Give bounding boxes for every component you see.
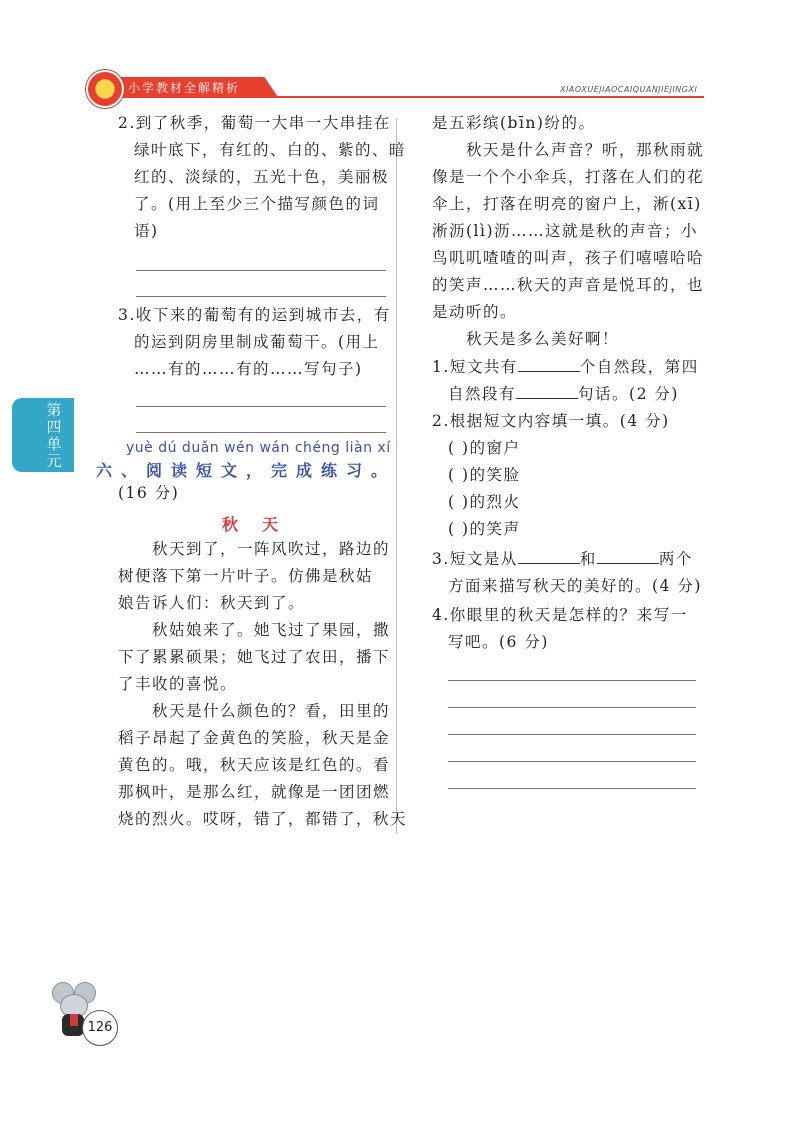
q1-text: 个自然段，第四 [579,358,699,376]
q4-line: 4.你眼里的秋天是怎样的？来写一 [432,606,688,624]
q2-item: ( )的笑脸 [448,466,521,484]
right-q2 [432,408,670,543]
q3-line: ……有的……有的……写句子) [134,360,363,378]
q2-item: ( )的窗户 [448,439,521,457]
q1-text: 自然段有 [448,385,517,403]
passage-line: 下了累累硕果；她飞过了农田，播下 [118,648,391,666]
answer-line[interactable] [448,707,696,708]
passage-line: 秋姑娘来了。她飞过了果园，撒 [152,621,391,639]
passage-line: 烧的烈火。哎呀，错了，都错了，秋天 [118,810,408,828]
page-number: 126 [82,1010,118,1046]
left-q3 [118,302,391,383]
right-q4 [432,602,688,656]
answer-line[interactable] [136,406,386,407]
answer-line[interactable] [448,734,696,735]
section-title: 六、阅读短文，完成练习。 [96,461,397,480]
section-score: (16 分) [118,484,180,502]
passage-line: 像是一个个小伞兵，打落在人们的花 [432,168,705,186]
passage-title: 秋天 [222,515,303,534]
answer-line[interactable] [136,296,386,297]
passage-line: 黄色的。哦，秋天应该是红色的。看 [118,756,391,774]
series-pinyin: XIAOXUEJIAOCAIQUANJIEJINGXI [560,85,698,94]
passage-line: 树便落下第一片叶子。仿佛是秋姑 [118,567,374,585]
unit-tab-label: 第四单元 [46,401,62,470]
q2-line: 语) [134,222,159,240]
passage-line: 秋天是多么美好啊！ [466,330,620,348]
unit-tab [12,398,74,472]
right-q3 [432,546,702,600]
answer-line[interactable] [448,761,696,762]
passage-line: 的笑声……秋天的声音是悦耳的，也 [432,276,705,294]
q3-text: 两个 [658,550,693,568]
series-title: 小学教材全解精析 [128,81,241,95]
answer-line[interactable] [448,680,696,681]
q3-line: 3.收下来的葡萄有的运到城市去，有 [118,306,391,324]
passage-left [118,536,407,833]
fill-blank[interactable] [597,547,659,564]
passage-line: 那枫叶，是那么红，就像是一团团燃 [118,783,391,801]
fill-blank[interactable] [518,355,580,372]
q2-line: 2.到了秋季，葡萄一大串一大串挂在 [118,114,391,132]
q3-text: 和 [579,550,597,568]
q2-line: 红的、淡绿的，五光十色，美丽极 [134,168,390,186]
q2-title: 2.根据短文内容填一填。(4 分) [432,412,670,430]
fill-blank[interactable] [516,382,578,399]
q2-item: ( )的烈火 [448,493,521,511]
passage-line: 稻子昂起了金黄色的笑脸，秋天是金 [118,729,391,747]
passage-line: 秋天是什么颜色的？看，田里的 [152,702,391,720]
passage-line: 了丰收的喜悦。 [118,675,238,693]
q4-line: 写吧。(6 分) [448,633,549,651]
answer-line[interactable] [448,788,696,789]
q3-text: 3.短文是从 [432,550,518,568]
answer-line[interactable] [136,270,386,271]
passage-line: 娘告诉人们：秋天到了。 [118,594,306,612]
q3-text: 方面来描写秋天的美好的。(4 分) [448,577,702,595]
q2-item: ( )的笑声 [448,520,521,538]
q1-text: 句话。(2 分) [578,385,679,403]
left-q2 [118,110,406,245]
passage-line: 伞上，打落在明亮的窗户上，淅(xī) [432,195,702,213]
passage-right [432,110,704,353]
fill-blank[interactable] [518,547,580,564]
series-logo [86,70,124,108]
section-pinyin: yuè dú duǎn wén wán chéng liàn xí [126,440,391,456]
q1-text: 1.短文共有 [432,358,518,376]
right-q1 [432,354,699,408]
q3-line: 的运到阴房里制成葡萄干。(用上 [134,333,380,351]
q2-line: 绿叶底下，有红的、白的、紫的、暗 [134,141,407,159]
passage-line: 鸟叽叽喳喳的叫声，孩子们嘻嘻哈哈 [432,249,705,267]
passage-line: 秋天是什么声音？听，那秋雨就 [466,141,705,159]
answer-line[interactable] [136,432,386,433]
q2-line: 了。(用上至少三个描写颜色的词 [134,195,380,213]
passage-line: 是五彩缤(bīn)纷的。 [432,114,596,132]
passage-line: 淅沥(lì)沥……这就是秋的声音；小 [432,222,699,240]
passage-line: 秋天到了，一阵风吹过，路边的 [152,540,391,558]
passage-line: 是动听的。 [432,303,518,321]
